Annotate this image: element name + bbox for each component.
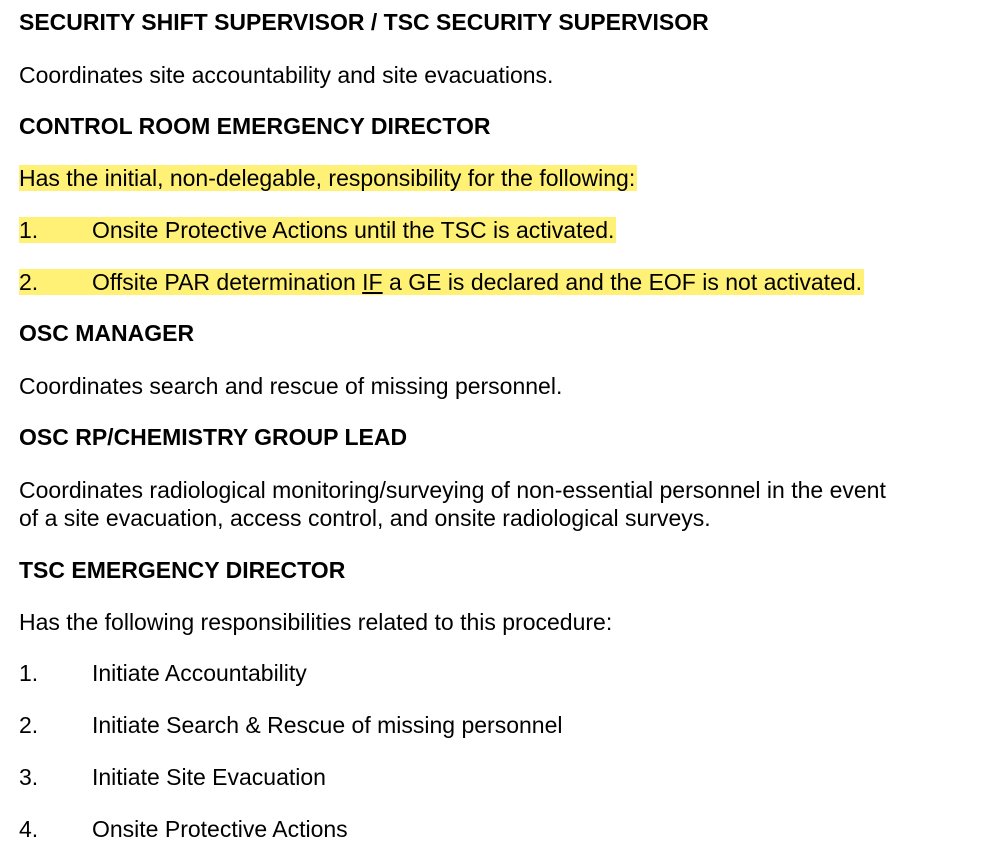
- section-heading-osc-rp-chemistry-group-lead: OSC RP/CHEMISTRY GROUP LEAD: [19, 424, 408, 450]
- section-heading-osc-manager: OSC MANAGER: [19, 320, 195, 346]
- highlighted-list-item: [19, 217, 616, 243]
- list-item: [19, 659, 307, 687]
- list-number: 4.: [19, 816, 39, 842]
- list-item: [19, 216, 616, 244]
- list-item: [19, 268, 864, 296]
- section-text-line-2: of a site evacuation, access control, and onsite radiological surveys.: [19, 505, 711, 531]
- list-text-emphasis: IF: [362, 269, 383, 295]
- list-number: 2.: [19, 712, 39, 738]
- list-text: Onsite Protective Actions until the TSC is activated.: [92, 217, 615, 243]
- section-intro-tsc-emergency-director: Has the following responsibilities related to this procedure:: [19, 609, 613, 635]
- list-number: 1.: [19, 660, 39, 686]
- section-heading-tsc-emergency-director: TSC EMERGENCY DIRECTOR: [19, 557, 346, 583]
- section-heading-security-shift-supervisor: SECURITY SHIFT SUPERVISOR / TSC SECURITY SUPERVISOR: [19, 9, 709, 35]
- list-item: [19, 815, 348, 843]
- list-text: Initiate Search & Rescue of missing personnel: [92, 712, 563, 738]
- list-text: Initiate Site Evacuation: [92, 764, 326, 790]
- highlighted-text: Has the initial, non-delegable, responsibility for the following:: [19, 165, 636, 191]
- section-heading-control-room-emergency-director: CONTROL ROOM EMERGENCY DIRECTOR: [19, 113, 491, 139]
- section-intro-control-room-emergency-director: [19, 164, 637, 192]
- list-text-before: Offsite PAR determination: [92, 269, 363, 295]
- section-text-security-shift-supervisor: Coordinates site accountability and site evacuations.: [19, 62, 554, 88]
- list-number: 1.: [19, 217, 39, 243]
- list-text: Initiate Accountability: [92, 660, 307, 686]
- list-item: [19, 763, 326, 791]
- section-text-osc-manager: Coordinates search and rescue of missing personnel.: [19, 373, 563, 399]
- list-text: Onsite Protective Actions: [92, 816, 348, 842]
- list-number: 3.: [19, 764, 39, 790]
- highlighted-list-item: [19, 269, 864, 295]
- list-text-after: a GE is declared and the EOF is not activated.: [382, 269, 863, 295]
- section-text-line-1: Coordinates radiological monitoring/surveying of non-essential personnel in the event: [19, 477, 886, 503]
- list-number: 2.: [19, 269, 39, 295]
- list-item: [19, 711, 562, 739]
